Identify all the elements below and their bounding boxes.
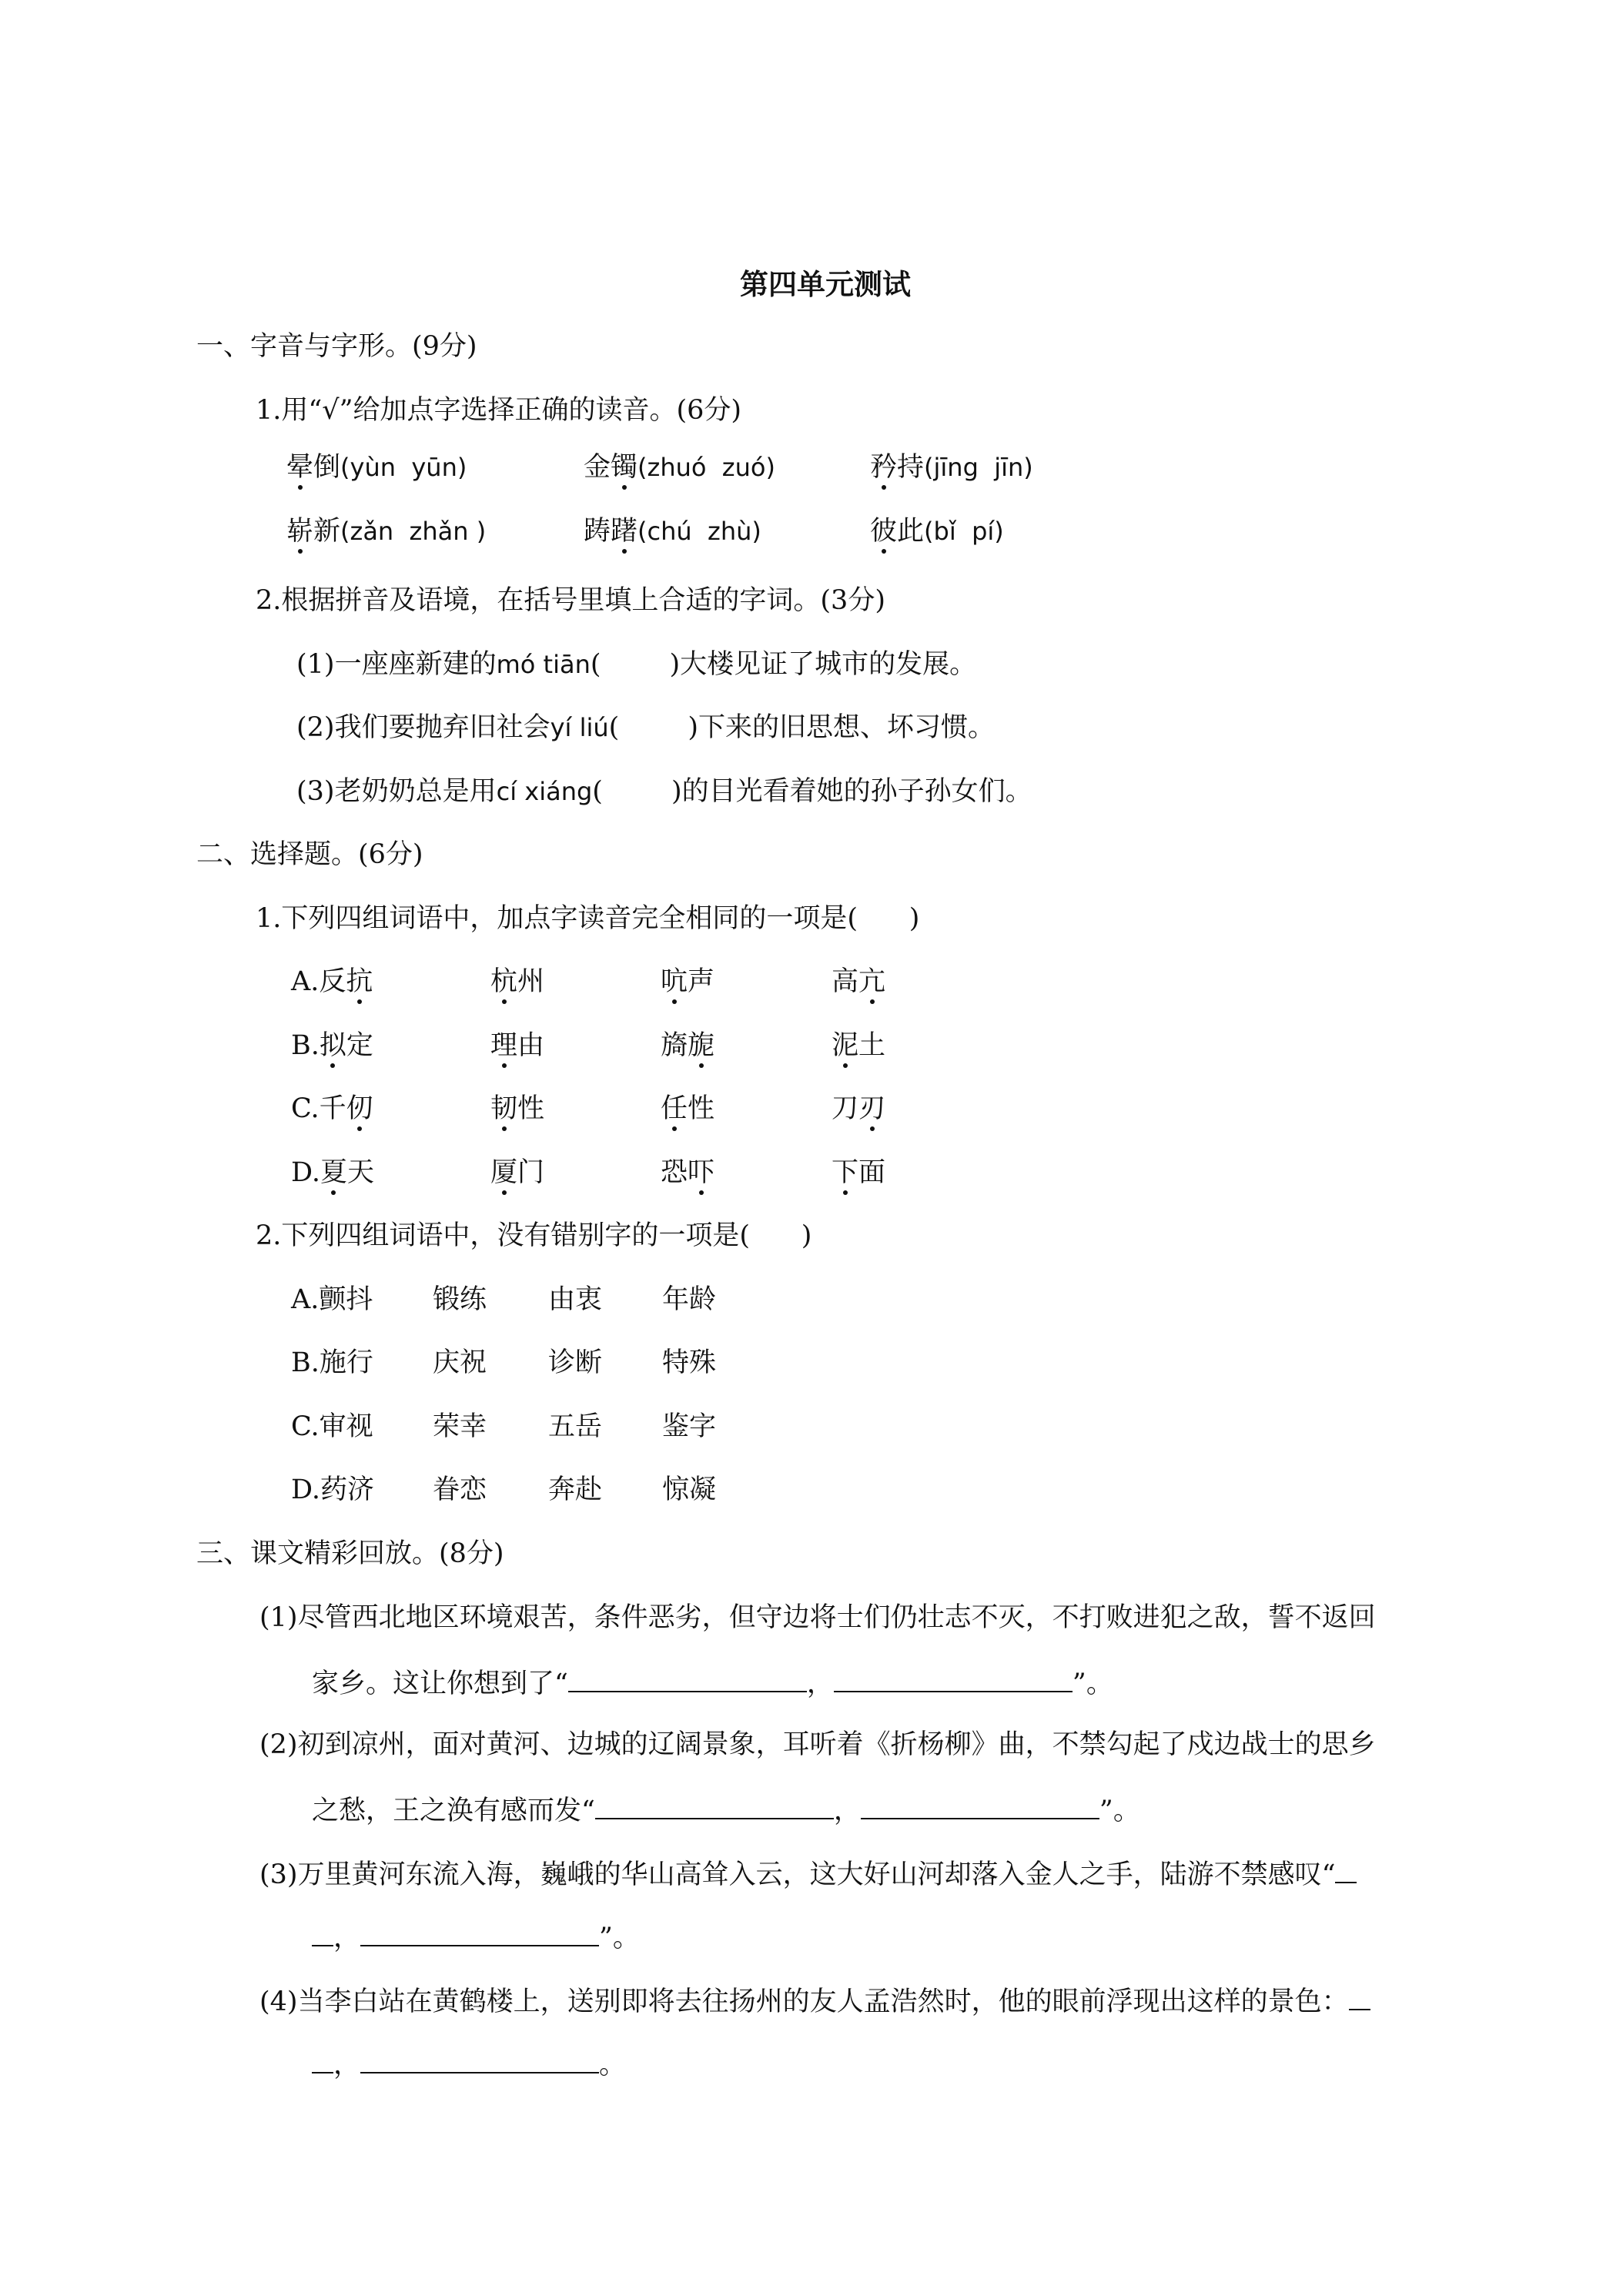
option-b[interactable]: B.施行 — [291, 1347, 373, 1378]
option-word: 诊断 — [548, 1347, 603, 1378]
s3-q4-line2: ， 。 — [312, 2049, 626, 2079]
dotted-char: 理 — [490, 1030, 518, 1061]
dotted-char: 抗 — [346, 966, 373, 997]
dotted-char: 任 — [661, 1093, 688, 1124]
section-1-heading: 一、字音与字形。(9分) — [196, 331, 477, 362]
fill-item: (1)一座座新建的mó tiān( )大楼见证了城市的发展。 — [296, 649, 977, 680]
answer-paren[interactable]: ( ) — [608, 712, 698, 743]
dotted-char: 吓 — [688, 1157, 715, 1188]
section-2-heading: 二、选择题。(6分) — [196, 839, 423, 870]
option-word: 下面 — [832, 1157, 886, 1188]
option-word: 由衷 — [548, 1284, 603, 1315]
answer-blank[interactable] — [312, 2049, 333, 2073]
option-c[interactable]: C.千仞 — [291, 1093, 373, 1124]
s3-q4-line1: (4)当李白站在黄鹤楼上，送别即将去往扬州的友人孟浩然时，他的眼前浮现出这样的景色： — [259, 1986, 1370, 2016]
option-b[interactable]: B.拟定 — [291, 1030, 373, 1061]
option-word: 高亢 — [832, 966, 886, 997]
dotted-char: 厦 — [490, 1157, 518, 1188]
option-word: 旖旎 — [661, 1030, 715, 1061]
option-word: 杭州 — [490, 966, 545, 997]
pinyin-options: (jīng jīn) — [924, 453, 1033, 482]
answer-blank[interactable] — [861, 1795, 1099, 1819]
fill-item: (2)我们要抛弃旧社会yí liú( )下来的旧思想、坏习惯。 — [296, 712, 995, 743]
dotted-char: 韧 — [490, 1093, 518, 1124]
option-word: 特殊 — [662, 1347, 717, 1378]
answer-blank[interactable] — [312, 1922, 333, 1946]
option-word: 庆祝 — [433, 1347, 487, 1378]
dotted-char: 彼 — [870, 516, 898, 547]
dotted-char: 下 — [832, 1157, 859, 1188]
option-word: 理由 — [490, 1030, 545, 1061]
option-word: 恐吓 — [661, 1157, 715, 1188]
s3-q3-line2: ， ”。 — [312, 1922, 640, 1952]
option-word: 任性 — [661, 1093, 715, 1124]
option-c[interactable]: C.审视 — [291, 1411, 373, 1442]
s3-q2-line2: 之愁，王之涣有感而发“ ， ”。 — [312, 1796, 1140, 1826]
dotted-char: 拟 — [319, 1030, 346, 1061]
option-word: 泥土 — [832, 1030, 886, 1061]
page-title: 第四单元测试 — [740, 267, 911, 301]
dotted-char: 躇 — [611, 516, 638, 547]
option-word: 奔赴 — [548, 1474, 603, 1505]
s3-q2-line1: (2)初到凉州，面对黄河、边城的辽阔景象，耳听着《折杨柳》曲，不禁勾起了戍边战士的思乡 — [259, 1729, 1376, 1760]
answer-blank[interactable] — [595, 1795, 834, 1819]
option-word: 鉴字 — [662, 1411, 717, 1442]
option-word: 五岳 — [548, 1411, 603, 1442]
dotted-char: 晕 — [286, 452, 314, 483]
dotted-char: 夏 — [320, 1157, 347, 1188]
pinyin-item: 矜持(jīng jīn) — [870, 452, 1033, 483]
s1-q1-stem: 1.用“√”给加点字选择正确的读音。(6分) — [256, 395, 742, 426]
pinyin-item: 崭新(zǎn zhǎn ) — [286, 516, 487, 547]
dotted-char: 仞 — [346, 1093, 373, 1124]
dotted-char: 镯 — [611, 452, 638, 483]
answer-blank[interactable] — [360, 2049, 599, 2073]
s3-q1-line1: (1)尽管西北地区环境艰苦，条件恶劣，但守边将士们仍壮志不灭，不打败进犯之敌，誓不返回 — [259, 1602, 1376, 1633]
s2-q2-stem: 2.下列四组词语中，没有错别字的一项是( ) — [256, 1220, 812, 1251]
pinyin-item: 踌躇(chú zhù) — [584, 516, 761, 547]
option-a[interactable]: A.颤抖 — [291, 1284, 373, 1315]
option-word: 惊凝 — [662, 1474, 717, 1505]
dotted-char: 崭 — [286, 516, 314, 547]
pinyin-item: 彼此(bǐ pí) — [870, 516, 1004, 547]
option-d[interactable]: D.夏天 — [291, 1157, 374, 1188]
option-word: 韧性 — [490, 1093, 545, 1124]
dotted-char: 刃 — [858, 1093, 886, 1124]
option-d[interactable]: D.药济 — [291, 1474, 374, 1505]
pinyin-options: (chú zhù) — [637, 517, 761, 546]
option-word: 荣幸 — [433, 1411, 487, 1442]
answer-paren[interactable]: ( ) — [592, 776, 682, 807]
s3-q1-line2: 家乡。这让你想到了“ ， ”。 — [312, 1668, 1113, 1699]
answer-blank[interactable] — [360, 1922, 599, 1946]
option-word: 锻练 — [433, 1284, 487, 1315]
s1-q2-stem: 2.根据拼音及语境，在括号里填上合适的字词。(3分) — [256, 585, 885, 616]
pinyin-options: (zhuó zuó) — [637, 453, 775, 482]
answer-paren[interactable]: ( ) — [590, 649, 681, 680]
option-a[interactable]: A.反抗 — [291, 966, 373, 997]
pinyin-item: 金镯(zhuó zuó) — [584, 452, 775, 483]
answer-blank[interactable] — [1349, 1986, 1370, 2010]
fill-item: (3)老奶奶总是用cí xiáng( )的目光看着她的孙子孙女们。 — [296, 776, 1032, 807]
s3-q3-line1: (3)万里黄河东流入海，巍峨的华山高耸入云，这大好山河却落入金人之手，陆游不禁感叹“ — [259, 1859, 1357, 1889]
section-3-heading: 三、课文精彩回放。(8分) — [196, 1538, 504, 1569]
option-word: 刀刃 — [832, 1093, 886, 1124]
s2-q1-stem: 1.下列四组词语中，加点字读音完全相同的一项是( ) — [256, 903, 920, 934]
answer-blank[interactable] — [568, 1668, 807, 1692]
option-word: 吭声 — [661, 966, 715, 997]
answer-blank[interactable] — [1335, 1859, 1357, 1883]
pinyin-options: (yùn yūn) — [340, 453, 467, 482]
answer-blank[interactable] — [834, 1668, 1073, 1692]
option-word: 厦门 — [490, 1157, 545, 1188]
dotted-char: 亢 — [858, 966, 886, 997]
pinyin-options: (bǐ pí) — [924, 517, 1004, 546]
dotted-char: 吭 — [661, 966, 688, 997]
option-word: 眷恋 — [433, 1474, 487, 1505]
option-word: 年龄 — [662, 1284, 717, 1315]
dotted-char: 矜 — [870, 452, 898, 483]
dotted-char: 杭 — [490, 966, 518, 997]
dotted-char: 旎 — [688, 1030, 715, 1061]
pinyin-options: (zǎn zhǎn ) — [340, 517, 487, 546]
dotted-char: 泥 — [832, 1030, 859, 1061]
pinyin-item: 晕倒(yùn yūn) — [286, 452, 467, 483]
